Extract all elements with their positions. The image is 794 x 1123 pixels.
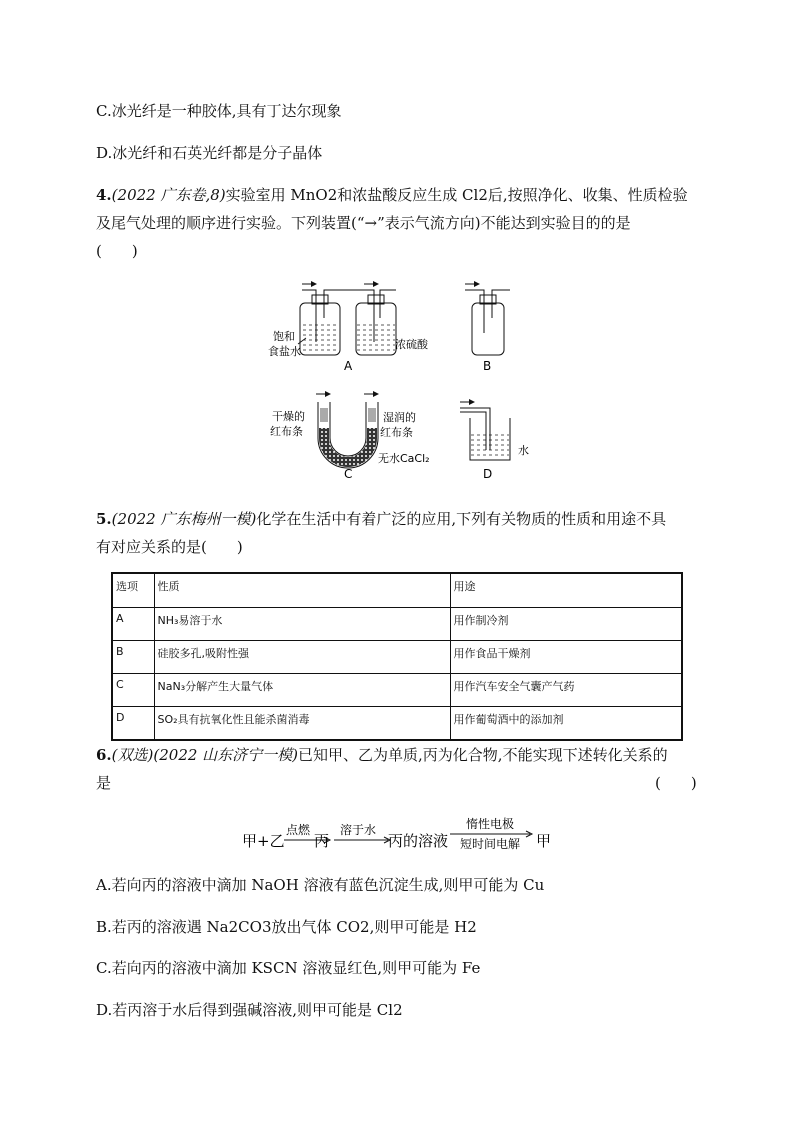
label-wet-cloth-1: 湿润的 [383,411,416,424]
q4-stem-line2: 及尾气处理的顺序进行实验。下列装置(“→”表示气流方向)不能达到实验目的的是 [96,214,631,232]
eq-start: 甲+乙 [242,832,285,850]
label-saturated-1: 饱和 [273,330,295,343]
cell-use: 用作葡萄酒中的添加剂 [450,707,682,741]
q3-option-c: C.冰光纤是一种胶体,具有丁达尔现象 [96,102,342,120]
cell-property: SO₂具有抗氧化性且能杀菌消毒 [154,707,450,741]
q4-stem-line1 [96,184,688,205]
cell-property: 硅胶多孔,吸附性强 [154,641,450,674]
eq-arrow3-top: 惰性电极 [466,817,515,831]
q6-source: (双选)(2022 山东济宁一模) [111,746,299,764]
label-b: B [483,359,492,373]
q6-option-b: B.若丙的溶液遇 Na2CO3放出气体 CO2,则甲可能是 H2 [96,918,477,936]
apparatus-a [300,284,396,355]
label-c: C [344,467,353,481]
label-d: D [483,467,493,481]
header-property: 性质 [154,573,450,608]
cell-option: A [112,608,154,641]
apparatus-b [465,284,510,355]
q6-number: 6. [96,746,112,764]
cell-use: 用作食品干燥剂 [450,641,682,674]
q5-text-1: 化学在生活中有着广泛的应用,下列有关物质的性质和用途不具 [256,510,667,528]
label-a: A [344,359,353,373]
cell-use: 用作制冷剂 [450,608,682,641]
table-header-row [112,573,682,608]
table-row [112,608,682,641]
q4-apparatus-figure [260,278,560,488]
cell-option: B [112,641,154,674]
eq-mid1: 丙 [314,832,330,850]
label-water: 水 [518,444,529,457]
cell-option: D [112,707,154,741]
q4-number: 4. [96,186,112,204]
q5-stem-line1 [96,508,666,529]
label-conc-acid: 浓硫酸 [395,338,428,351]
eq-arrow1-label: 点燃 [286,823,311,837]
q4-text-1: 实验室用 MnO2和浓盐酸反应生成 Cl2后,按照净化、收集、性质检验 [225,186,688,204]
header-option: 选项 [112,573,154,608]
table-row [112,641,682,674]
label-wet-cloth-2: 红布条 [380,426,413,439]
q6-stem-line1 [96,744,668,765]
q5-stem-line2: 有对应关系的是( ) [96,538,243,556]
cell-option: C [112,674,154,707]
cell-property: NH₃易溶于水 [154,608,450,641]
label-cacl2: 无水CaCl₂ [378,452,430,465]
q5-number: 5. [96,510,112,528]
q5-table [111,572,683,741]
q3-option-d: D.冰光纤和石英光纤都是分子晶体 [96,144,323,162]
q6-blank: ( ) [655,774,697,792]
eq-arrow2-label: 溶于水 [340,823,377,837]
apparatus-c [316,394,378,468]
label-saturated-2: 食盐水 [268,345,301,358]
header-use: 用途 [450,573,682,608]
cell-property: NaN₃分解产生大量气体 [154,674,450,707]
q6-text-1: 已知甲、乙为单质,丙为化合物,不能实现下述转化关系的 [298,746,668,764]
table-row [112,707,682,741]
q4-source: (2022 广东卷,8) [111,186,226,204]
cell-use: 用作汽车安全气囊产气药 [450,674,682,707]
eq-arrow3-bottom: 短时间电解 [460,837,521,851]
eq-end: 甲 [536,832,552,850]
q6-option-d: D.若丙溶于水后得到强碱溶液,则甲可能是 Cl2 [96,1001,403,1019]
label-dry-cloth-2: 红布条 [270,425,303,438]
q5-source: (2022 广东梅州一模) [111,510,257,528]
q6-option-a: A.若向丙的溶液中滴加 NaOH 溶液有蓝色沉淀生成,则甲可能为 Cu [96,876,545,894]
q4-blank: ( ) [96,242,138,260]
eq-mid2: 丙的溶液 [388,832,449,850]
apparatus-d [460,402,510,460]
q6-stem-line2: 是 [96,774,112,792]
label-dry-cloth-1: 干燥的 [272,410,305,423]
q6-equation [240,812,560,856]
table-row [112,674,682,707]
q6-option-c: C.若向丙的溶液中滴加 KSCN 溶液显红色,则甲可能为 Fe [96,959,481,977]
